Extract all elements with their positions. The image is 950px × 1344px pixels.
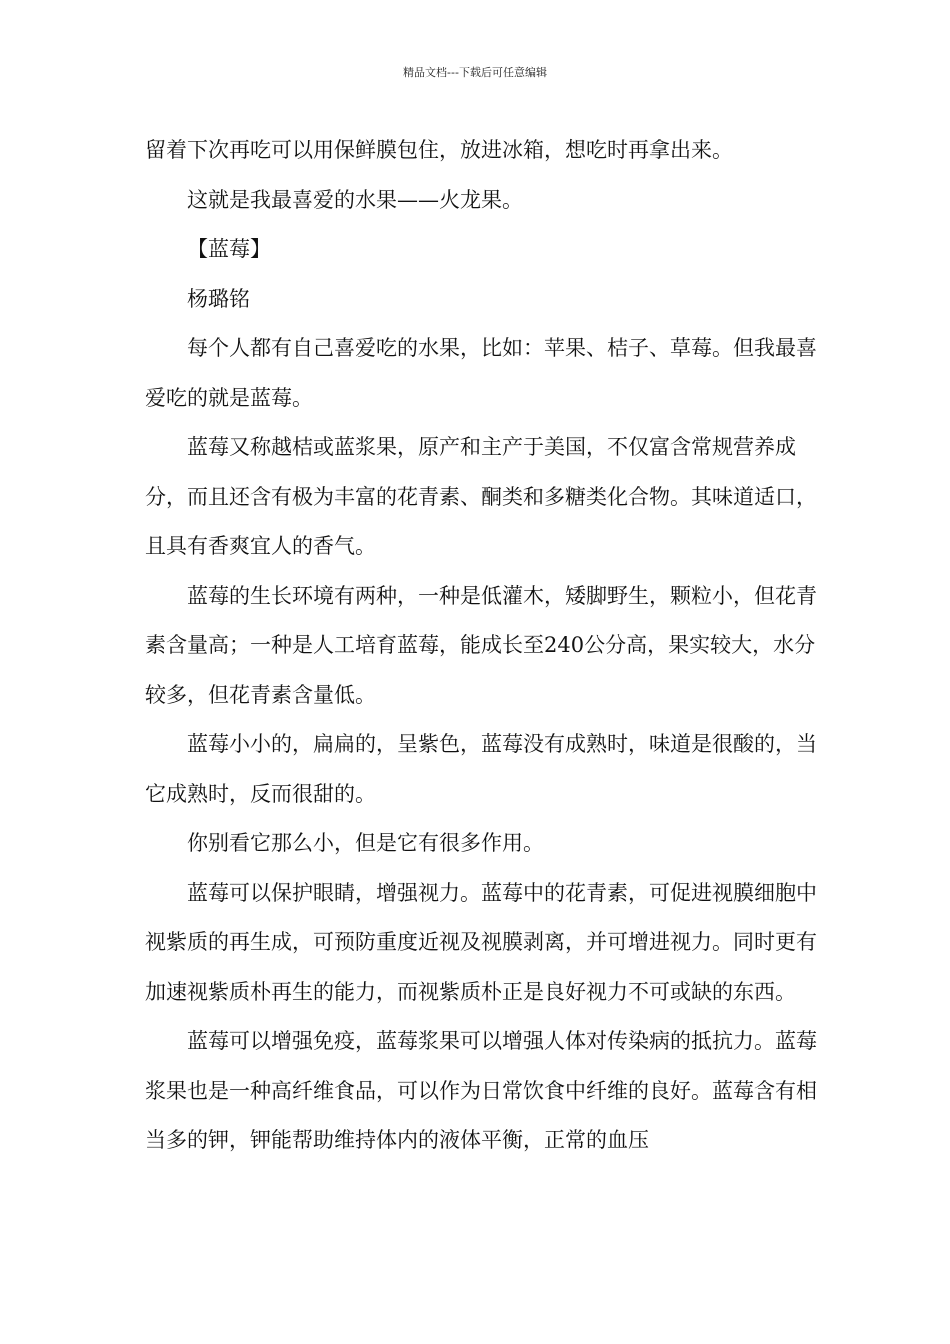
paragraph: 蓝莓小小的，扁扁的，呈紫色，蓝莓没有成熟时，味道是很酸的，当它成熟时，反而很甜的。 <box>145 732 817 806</box>
section-title: 【蓝莓】 <box>187 237 271 261</box>
paragraph: 蓝莓的生长环境有两种，一种是低灌木，矮脚野生，颗粒小，但花青素含量高；一种是人工培育蓝莓，能成长至240公分高，果实较大，水分较多，但花青素含量低。 <box>145 583 817 707</box>
paragraph: 你别看它那么小，但是它有很多作用。 <box>187 831 544 855</box>
paragraph: 蓝莓可以增强免疫，蓝莓浆果可以增强人体对传染病的抵抗力。蓝莓浆果也是一种高纤维食品，可以作为日常饮食中纤维的良好。蓝莓含有相当多的钾，钾能帮助维持体内的液体平衡，正常的血压 <box>145 1029 817 1152</box>
document-body <box>145 126 825 1166</box>
paragraph-conclusion: 这就是我最喜爱的水果——火龙果。 <box>187 187 523 212</box>
paragraph: 每个人都有自己喜爱吃的水果，比如：苹果、桔子、草莓。但我最喜爱吃的就是蓝莓。 <box>145 336 817 410</box>
page-header: 精品文档---下载后可任意编辑 <box>403 66 547 79</box>
paragraph-continuation: 留着下次再吃可以用保鲜膜包住，放进冰箱，想吃时再拿出来。 <box>145 138 733 162</box>
paragraph: 蓝莓又称越桔或蓝浆果，原产和主产于美国，不仅富含常规营养成分，而且还含有极为丰富的花青素、酮类和多糖类化合物。其味道适口，且具有香爽宜人的香气。 <box>145 435 817 558</box>
paragraph: 蓝莓可以保护眼睛，增强视力。蓝莓中的花青素，可促进视膜细胞中视紫质的再生成，可预防重度近视及视膜剥离，并可增进视力。同时更有加速视紫质朴再生的能力，而视紫质朴正是良好视力不可或缺的东西。 <box>145 880 817 1004</box>
author-name: 杨璐铭 <box>187 286 250 311</box>
